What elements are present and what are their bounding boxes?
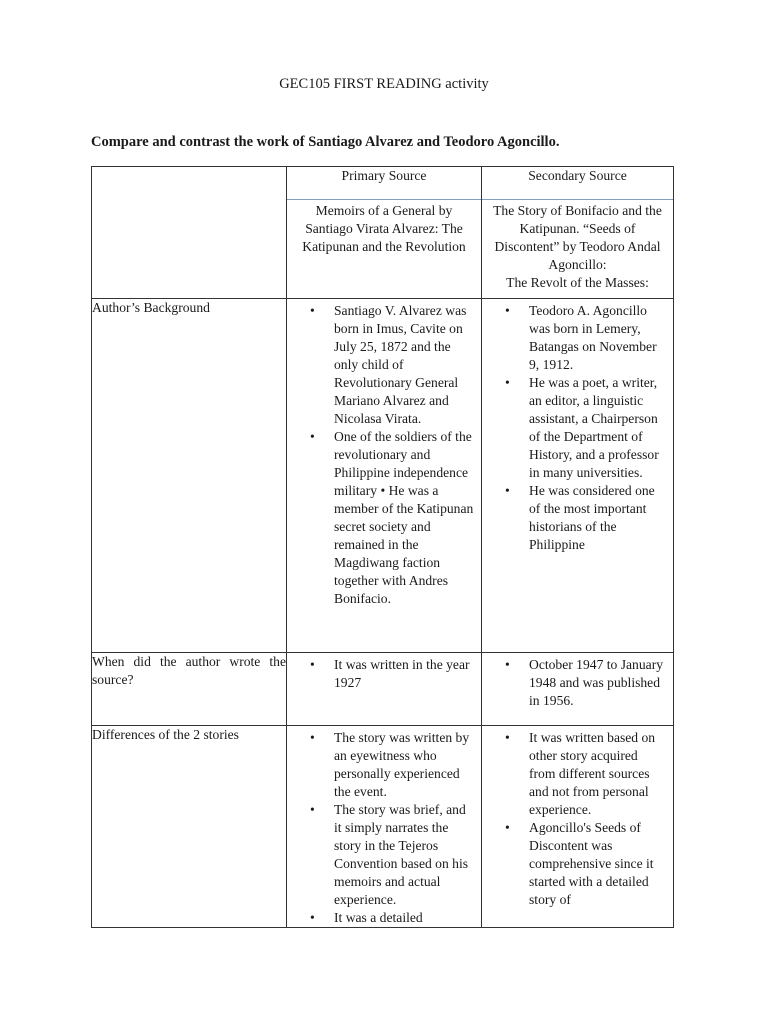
table-row xyxy=(92,653,674,726)
comparison-table xyxy=(91,166,674,928)
table-header-row xyxy=(92,167,674,299)
list-item: • Teodoro A. Agoncillo was born in Lemery, Batangas on November 9, 1912. xyxy=(529,302,667,374)
secondary-work-line-1: The Story of Bonifacio and the Katipunan. “Seeds of Discontent” by Teodoro Andal Agoncillo: xyxy=(493,203,662,272)
secondary-list xyxy=(482,726,673,909)
primary-list xyxy=(287,653,481,692)
list-item: • It was a detailed xyxy=(334,909,475,927)
list-item: • The story was brief, and it simply narrates the story in the Tejeros Convention based on his memoirs and actual experience. xyxy=(334,801,475,909)
table-row xyxy=(92,299,674,653)
secondary-list xyxy=(482,653,673,710)
row-label: When did the author wrote the source? xyxy=(92,653,287,726)
primary-source-header xyxy=(287,167,482,299)
list-item: • The story was written by an eyewitness who personally experienced the event. xyxy=(334,729,475,801)
secondary-work-title xyxy=(482,200,673,298)
list-item: • It was written in the year 1927 xyxy=(334,656,475,692)
primary-list xyxy=(287,726,481,927)
primary-work-title: Memoirs of a General by Santiago Virata Alvarez: The Katipunan and the Revolution xyxy=(302,203,466,254)
primary-list xyxy=(287,299,481,608)
list-item: • Santiago V. Alvarez was born in Imus, Cavite on July 25, 1872 and the only child of Revolutionary General Mariano Alvarez and Nicolasa Virata. xyxy=(334,302,475,428)
secondary-source-label: Secondary Source xyxy=(482,167,673,200)
primary-cell xyxy=(287,653,482,726)
list-item: • Agoncillo's Seeds of Discontent was comprehensive since it started with a detailed story of xyxy=(529,819,667,909)
document-title: GEC105 FIRST READING activity xyxy=(279,76,489,92)
primary-source-label: Primary Source xyxy=(287,167,481,200)
primary-cell xyxy=(287,726,482,928)
list-item: • He was a poet, a writer, an editor, a linguistic assistant, a Chairperson of the Department of History, and a professor in many universities. xyxy=(529,374,667,482)
row-label: Differences of the 2 stories xyxy=(92,726,287,928)
list-item-continuation: • He was a member of the Katipunan secret society and remained in the Magdiwang faction together with Andres Bonifacio. xyxy=(334,483,474,606)
list-item: • It was written based on other story acquired from different sources and not from personal experience. xyxy=(529,729,667,819)
document-heading: Compare and contrast the work of Santiago Alvarez and Teodoro Agoncillo. xyxy=(91,134,560,150)
table-row xyxy=(92,726,674,928)
secondary-list xyxy=(482,299,673,554)
secondary-cell xyxy=(482,726,674,928)
list-item xyxy=(334,428,475,608)
secondary-source-header xyxy=(482,167,674,299)
secondary-work-line-2: The Revolt of the Masses: xyxy=(506,275,649,290)
row-label: Author’s Background xyxy=(92,299,287,653)
secondary-cell xyxy=(482,299,674,653)
list-item-text: One of the soldiers of the revolutionary and Philippine independence military xyxy=(334,429,472,498)
secondary-cell xyxy=(482,653,674,726)
primary-cell xyxy=(287,299,482,653)
list-item: • He was considered one of the most important historians of the Philippine xyxy=(529,482,667,554)
header-empty-cell xyxy=(92,167,287,299)
list-item: • October 1947 to January 1948 and was published in 1956. xyxy=(529,656,667,710)
